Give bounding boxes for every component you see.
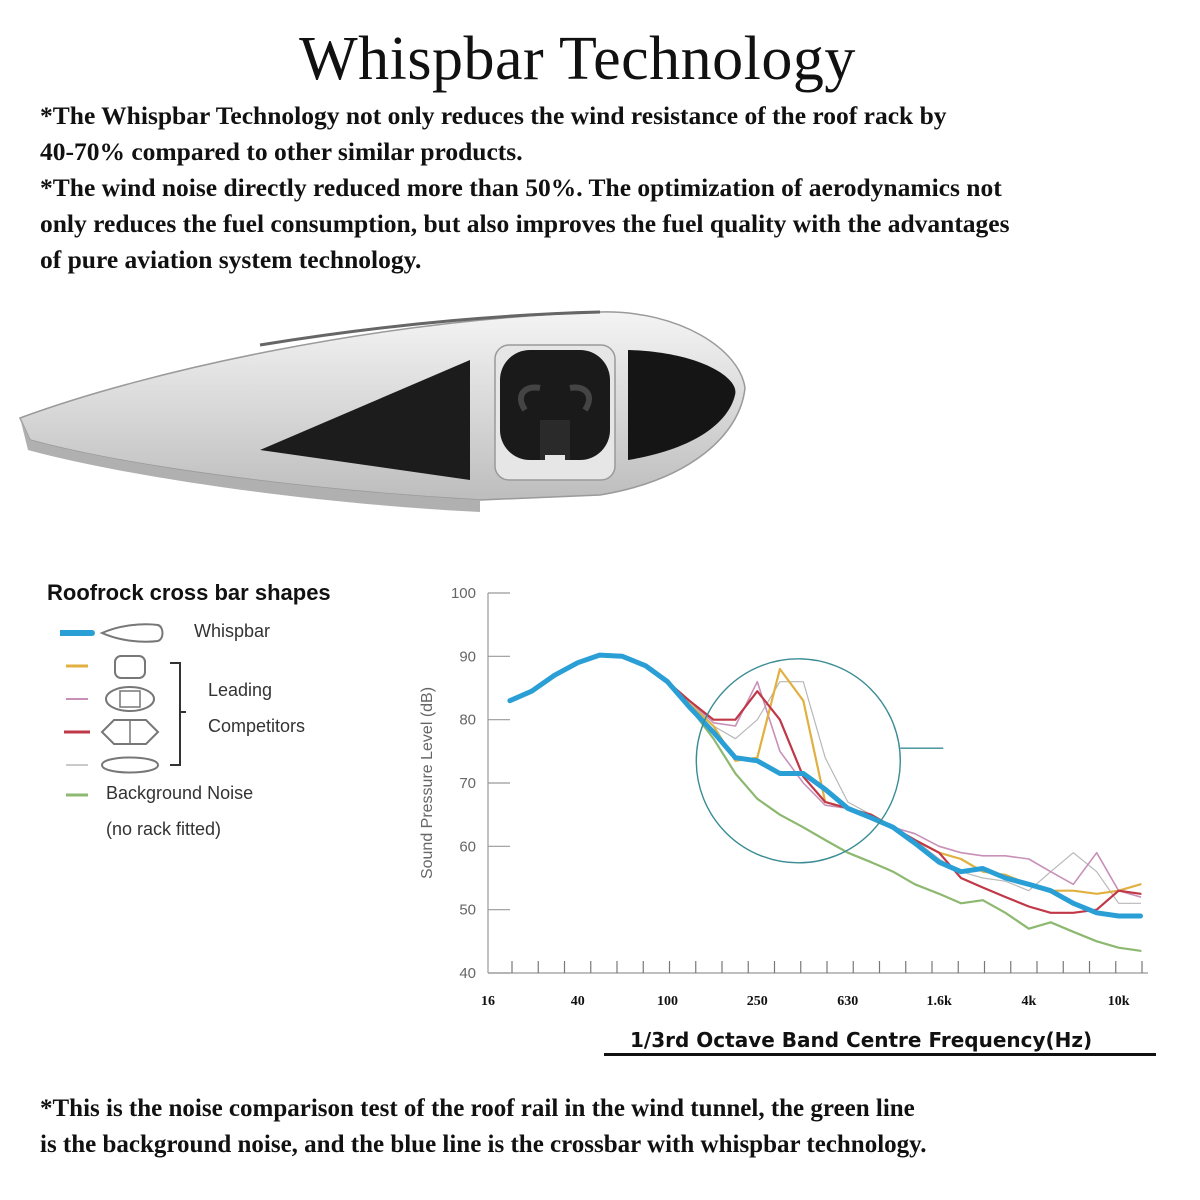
series-competitor-pink-line (646, 666, 1141, 897)
crossbar-profile-image (0, 300, 780, 525)
series-whispbar-line (510, 655, 1141, 916)
flat-bar-shape-icon (102, 758, 158, 773)
description-line: 40-70% compared to other similar products. (40, 137, 523, 166)
legend-label-whispbar: Whispbar (194, 621, 271, 641)
series-competitor-gray-line (646, 666, 1141, 904)
y-tick-label: 70 (459, 775, 476, 792)
page-title: Whispbar Technology (299, 25, 856, 93)
x-tick-label: 16 (481, 994, 495, 1009)
footer-note (40, 1091, 1160, 1163)
footer-line: *This is the noise comparison test of the roof rail in the wind tunnel, the green line (40, 1095, 915, 1122)
series-competitor-yellow-line (646, 666, 1141, 894)
x-tick-label: 40 (570, 994, 585, 1009)
x-tick-label: 1.6k (926, 994, 952, 1009)
legend-bracket (170, 663, 180, 765)
x-tick-label: 630 (837, 994, 859, 1009)
noise-chart (400, 580, 1160, 1020)
y-tick-label: 40 (459, 965, 476, 982)
x-tick-label: 250 (746, 994, 768, 1009)
footer-line: is the background noise, and the blue line is the crossbar with whispbar technology. (40, 1131, 927, 1158)
series-competitor-red-line (646, 666, 1141, 913)
legend-label-background: Background Noise (106, 783, 254, 803)
y-axis-label: Sound Pressure Level (dB) (419, 686, 436, 880)
y-tick-label: 60 (459, 838, 476, 856)
description (40, 98, 1150, 278)
legend-label-leading: Leading (208, 680, 273, 700)
x-tick-label: 10k (1107, 994, 1130, 1009)
legend-label-background-sub: (no rack fitted) (106, 819, 222, 839)
x-axis-label-underline (604, 1053, 1156, 1056)
legend-label-competitors: Competitors (208, 716, 306, 736)
x-tick-label: 4k (1021, 994, 1037, 1009)
x-axis-label: 1/3rd Octave Band Centre Frequency(Hz) (630, 1028, 1093, 1052)
series-background-noise-line (646, 666, 1141, 951)
x-tick-label: 100 (657, 994, 679, 1009)
y-tick-label: 100 (450, 585, 476, 602)
description-line: *The Whispbar Technology not only reduces the wind resistance of the roof rack by (40, 101, 947, 130)
y-tick-label: 90 (459, 648, 476, 666)
y-tick-label: 50 (459, 901, 476, 919)
y-tick-label: 80 (459, 711, 476, 729)
whispbar-shape-icon (102, 624, 163, 641)
legend-title: Roofrock cross bar shapes (47, 580, 331, 605)
description-line: *The wind noise directly reduced more than 50%. The optimization of aerodynamics not (40, 173, 1002, 202)
description-line: of pure aviation system technology. (40, 245, 422, 274)
description-line: only reduces the fuel consumption, but also improves the fuel quality with the advantages (40, 209, 1010, 238)
square-bar-shape-icon (115, 656, 145, 678)
